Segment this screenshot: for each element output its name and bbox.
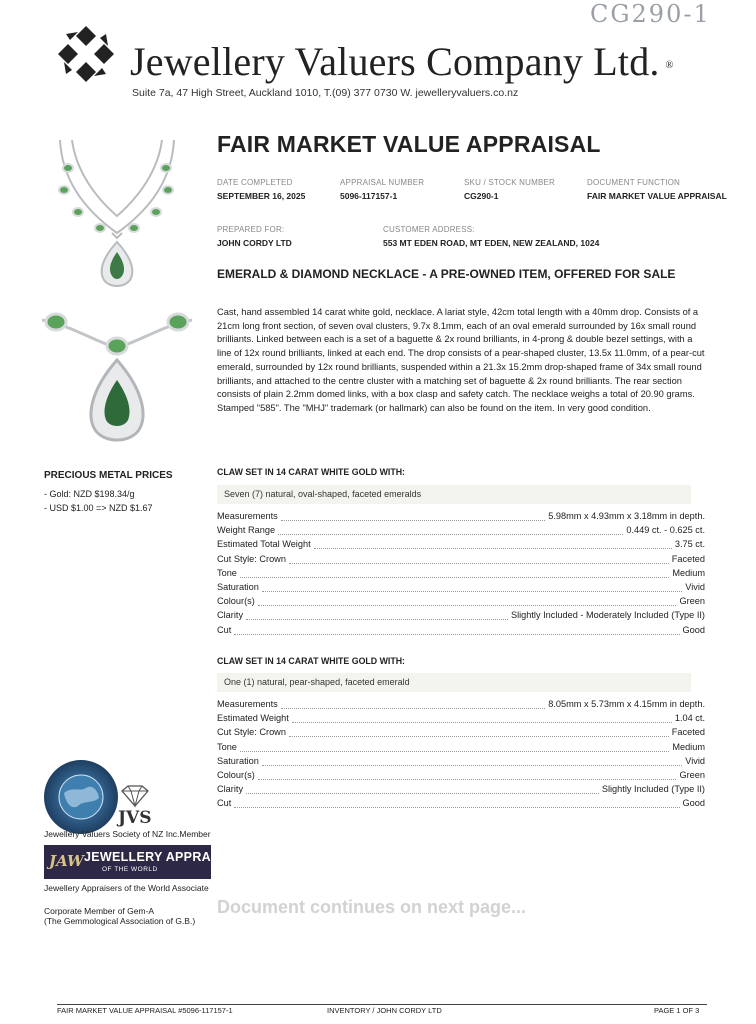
spec-value: Green	[679, 769, 705, 780]
spec-key: Cut	[217, 624, 232, 635]
meta-value: JOHN CORDY LTD	[217, 238, 292, 248]
meta-label: APPRAISAL NUMBER	[340, 178, 425, 187]
meta-value: SEPTEMBER 16, 2025	[217, 191, 306, 201]
leader-dots	[240, 750, 669, 752]
leader-dots	[246, 792, 599, 794]
item-title: EMERALD & DIAMOND NECKLACE - A PRE-OWNED ITEM, OFFERED FOR SALE	[217, 267, 676, 281]
spec-key: Cut Style: Crown	[217, 553, 286, 564]
spec-value: 8.05mm x 5.73mm x 4.15mm in depth.	[548, 699, 705, 709]
document-title: FAIR MARKET VALUE APPRAISAL	[217, 131, 601, 157]
spec-value: 5.98mm x 4.93mm x 3.18mm in depth.	[548, 511, 705, 521]
section-heading: CLAW SET IN 14 CARAT WHITE GOLD WITH:	[217, 467, 405, 477]
spec-key: Colour(s)	[217, 596, 255, 607]
company-name-text: Jewellery Valuers Company Ltd.	[130, 39, 660, 84]
spec-value: Slightly Included (Type II)	[601, 784, 705, 795]
spec-row	[217, 610, 705, 624]
gema-line-2: (The Gemmological Association of G.B.)	[44, 916, 196, 926]
spec-value: Medium	[672, 741, 705, 752]
footer-center: INVENTORY / JOHN CORDY LTD	[327, 1006, 442, 1015]
spec-key: Measurements	[217, 511, 278, 521]
spec-value: Good	[682, 624, 705, 635]
leader-dots	[262, 764, 682, 766]
company-name	[130, 38, 673, 85]
spec-key: Tone	[217, 567, 237, 578]
spec-key: Cut	[217, 798, 232, 809]
spec-row	[217, 713, 705, 727]
meta-appraisal-number	[340, 178, 424, 201]
company-logo-icon	[56, 24, 116, 84]
jaw-logo-sub: OF THE WORLD	[102, 866, 158, 873]
meta-date-completed	[217, 178, 305, 201]
jaw-logo-main: JEWELLERY APPRAISERS	[84, 850, 250, 864]
spec-row	[217, 554, 705, 568]
meta-value: 5096-117157-1	[340, 191, 398, 201]
gold-price: - Gold: NZD $198.34/g	[44, 489, 135, 499]
leader-dots	[314, 547, 672, 549]
jaw-logo	[44, 845, 250, 879]
spec-key: Tone	[217, 741, 237, 752]
jaw-caption: Jewellery Appraisers of the World Associate	[44, 883, 209, 893]
gema-line-1: Corporate Member of Gem-A	[44, 906, 155, 916]
leader-dots	[289, 735, 669, 737]
spec-row	[217, 770, 705, 784]
meta-label: PREPARED FOR:	[217, 225, 285, 234]
spec-row	[217, 511, 705, 525]
spec-row	[217, 539, 705, 553]
meta-sku	[464, 178, 555, 201]
spec-value: 1.04 ct.	[674, 713, 705, 724]
footer-page-number: PAGE 1 OF 3	[654, 1006, 700, 1015]
meta-label: CUSTOMER ADDRESS:	[383, 225, 475, 234]
leader-dots	[289, 562, 669, 564]
footer-left: FAIR MARKET VALUE APPRAISAL #5096-117157-1	[57, 1006, 233, 1015]
leader-dots	[234, 806, 679, 808]
seal-globe-icon	[44, 760, 118, 834]
spec-row	[217, 625, 705, 639]
spec-value: Faceted	[671, 727, 705, 738]
leader-dots	[258, 778, 677, 780]
meta-label: DATE COMPLETED	[217, 178, 293, 187]
leader-dots	[278, 533, 623, 535]
spec-key: Saturation	[217, 755, 259, 766]
spec-key: Clarity	[217, 610, 244, 621]
handwritten-sku-note: CG290-1	[590, 0, 711, 28]
leader-dots	[281, 707, 545, 709]
meta-value: FAIR MARKET VALUE APPRAISAL	[587, 191, 727, 201]
spec-row	[217, 582, 705, 596]
spec-row	[217, 699, 705, 713]
meta-value: 553 MT EDEN ROAD, MT EDEN, NEW ZEALAND, 1024	[383, 238, 600, 248]
spec-key: Saturation	[217, 581, 259, 592]
leader-dots	[258, 604, 677, 606]
spec-key: Weight Range	[217, 525, 276, 536]
leader-dots	[246, 618, 508, 620]
stone-summary: Seven (7) natural, oval-shaped, faceted emeralds	[217, 485, 691, 504]
jvs-logo: JVS	[118, 808, 152, 828]
necklace-photo-top	[42, 138, 192, 290]
leader-dots	[234, 633, 679, 635]
spec-row	[217, 784, 705, 798]
spec-value: 0.449 ct. - 0.625 ct.	[626, 525, 705, 536]
precious-metal-title: PRECIOUS METAL PRICES	[44, 470, 173, 481]
spec-row	[217, 798, 705, 812]
spec-value: Medium	[672, 567, 705, 578]
spec-row	[217, 727, 705, 741]
prepared-for	[217, 225, 292, 248]
spec-value: Vivid	[685, 755, 705, 766]
section-heading: CLAW SET IN 14 CARAT WHITE GOLD WITH:	[217, 656, 405, 666]
spec-value: Good	[682, 798, 705, 809]
jaw-mark: JAW	[49, 852, 84, 870]
leader-dots	[292, 721, 672, 723]
company-address: Suite 7a, 47 High Street, Auckland 1010, T.(09) 377 0730 W. jewelleryvaluers.co.nz	[132, 87, 519, 99]
stone-summary: One (1) natural, pear-shaped, faceted emerald	[217, 673, 691, 692]
spec-key: Measurements	[217, 699, 278, 709]
item-description: Cast, hand assembled 14 carat white gold, necklace. A lariat style, 42cm total length with a 40mm drop. Consists of a 21cm long front section, of seven oval clusters, 9.7x 8.1mm, each of an oval emerald surrounded by 16x small round brilliants. Linked between each is a set of a baguette & 2x round brilliants, in 4-prong & double bezel settings, with a line of 12x round brilliants, linked at each end. The drop consists of a pear-shaped cluster, 13.5x 11.0mm, of a pear-cut emerald, surrounded by 12x round brilliants, suspended within a 21.3x 15.2mm drop-shaped frame of 34x small round brilliants, and attached to the centre cluster with a matching set of baguette & 2x round brilliants. The rear section consists of plain 2.2mm domed links, with a box clasp and safety catch. The necklace weighs a total of 20.90 grams. Stamped "585". The "MHJ" trademark (or hallmark) can also be found on the item. In very good condition.	[217, 307, 705, 413]
valuers-company-seal-icon	[44, 760, 118, 834]
meta-label: DOCUMENT FUNCTION	[587, 178, 681, 187]
meta-label: SKU / STOCK NUMBER	[464, 178, 556, 187]
spec-row	[217, 568, 705, 582]
spec-key: Clarity	[217, 784, 244, 795]
customer-address	[383, 225, 599, 248]
spec-value: Slightly Included - Moderately Included (Type II)	[510, 610, 705, 621]
spec-key: Estimated Weight	[217, 713, 289, 724]
spec-value: Faceted	[671, 553, 705, 564]
spec-key: Cut Style: Crown	[217, 727, 286, 738]
spec-value: Green	[679, 596, 705, 607]
spec-key: Estimated Total Weight	[217, 539, 311, 550]
leader-dots	[240, 576, 669, 578]
spec-row	[217, 596, 705, 610]
necklace-photo-detail	[42, 300, 192, 450]
spec-table-emeralds-oval	[217, 511, 705, 639]
leader-dots	[281, 519, 545, 521]
spec-key: Colour(s)	[217, 769, 255, 780]
meta-document-function	[587, 178, 727, 201]
registered-mark: ®	[665, 60, 674, 72]
spec-row	[217, 742, 705, 756]
continues-note: Document continues on next page...	[217, 897, 527, 917]
spec-row	[217, 525, 705, 539]
diamond-icon	[118, 784, 152, 808]
spec-row	[217, 756, 705, 770]
jvs-caption: Jewellery Valuers Society of NZ Inc.Member	[44, 829, 211, 839]
exchange-rate: - USD $1.00 => NZD $1.67	[44, 503, 153, 513]
leader-dots	[262, 590, 682, 592]
spec-value: Vivid	[685, 581, 705, 592]
spec-table-emerald-pear	[217, 699, 705, 813]
footer-divider	[57, 1004, 707, 1005]
spec-value: 3.75 ct.	[674, 539, 705, 550]
meta-value: CG290-1	[464, 191, 499, 201]
